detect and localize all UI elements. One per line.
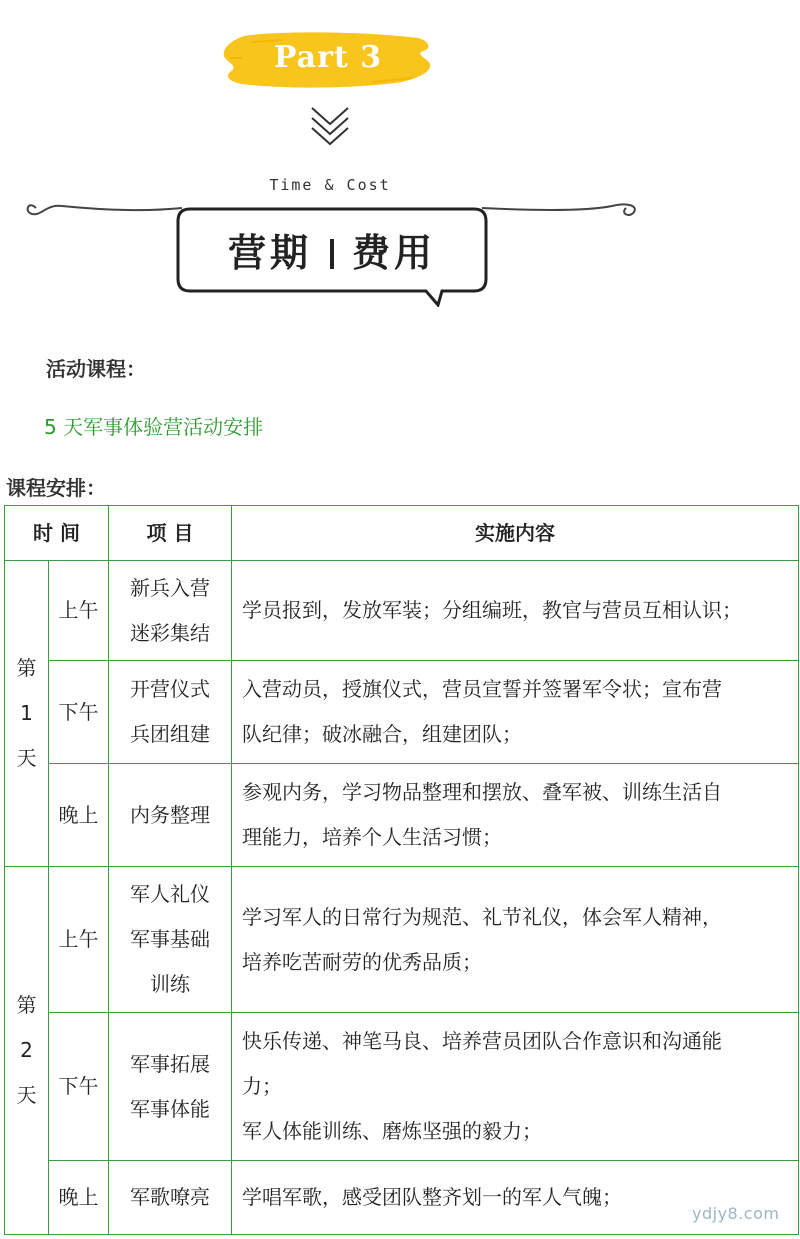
day-2-char: 天 bbox=[16, 1083, 37, 1107]
content-line: 力； bbox=[242, 1074, 282, 1098]
item-line: 兵团组建 bbox=[130, 722, 210, 746]
day-1-number: 1 bbox=[20, 701, 33, 725]
title-left: 营期 bbox=[227, 231, 312, 275]
content-cell bbox=[232, 1161, 799, 1235]
header-item: 项 目 bbox=[109, 506, 232, 561]
table-row bbox=[5, 1013, 799, 1161]
table-row bbox=[5, 1161, 799, 1235]
item-cell bbox=[109, 1161, 232, 1235]
period-cell: 晚上 bbox=[49, 1161, 109, 1235]
period-cell: 上午 bbox=[49, 867, 109, 1013]
item-cell bbox=[109, 867, 232, 1013]
item-line: 军歌嘹亮 bbox=[130, 1185, 210, 1209]
table-header-row bbox=[5, 506, 799, 561]
content-line: 快乐传递、神笔马良、培养营员团队合作意识和沟通能 bbox=[242, 1029, 722, 1053]
day-2-number: 2 bbox=[20, 1038, 33, 1062]
content-line: 学员报到，发放军装；分组编班，教官与营员互相认识； bbox=[242, 598, 742, 622]
content-cell bbox=[232, 561, 799, 661]
banner-subtitle: Time & Cost bbox=[269, 176, 391, 194]
content-cell bbox=[232, 661, 799, 764]
activity-heading: 活动课程： bbox=[46, 357, 146, 381]
header-content: 实施内容 bbox=[232, 506, 799, 561]
schedule-heading: 课程安排： bbox=[6, 476, 106, 500]
watermark: ydjy8.com bbox=[692, 1204, 780, 1223]
period-cell: 晚上 bbox=[49, 764, 109, 867]
content-line: 入营动员，授旗仪式，营员宣誓并签署军令状；宣布营 bbox=[242, 677, 722, 701]
period-cell: 下午 bbox=[49, 661, 109, 764]
double-chevron-down-icon bbox=[308, 100, 352, 148]
content-line: 理能力，培养个人生活习惯； bbox=[242, 825, 502, 849]
content-line: 学唱军歌，感受团队整齐划一的军人气魄； bbox=[242, 1185, 622, 1209]
period-cell: 下午 bbox=[49, 1013, 109, 1161]
content-cell bbox=[232, 764, 799, 867]
banner-title bbox=[176, 222, 488, 277]
period-cell: 上午 bbox=[49, 561, 109, 661]
content-cell bbox=[232, 1013, 799, 1161]
table-row bbox=[5, 867, 799, 1013]
item-cell bbox=[109, 661, 232, 764]
item-line: 军事拓展 bbox=[130, 1051, 210, 1076]
schedule-table bbox=[4, 505, 799, 1235]
day-1-char: 第 bbox=[16, 656, 37, 680]
item-line: 军人礼仪 bbox=[130, 882, 210, 906]
activity-subtitle: 5 天军事体验营活动安排 bbox=[44, 415, 264, 439]
title-separator bbox=[330, 239, 334, 269]
part-label: Part 3 bbox=[273, 40, 383, 75]
item-line: 新兵入营 bbox=[130, 575, 210, 600]
content-line: 参观内务，学习物品整理和摆放、叠军被、训练生活自 bbox=[242, 780, 722, 804]
content-line: 学习军人的日常行为规范、礼节礼仪，体会军人精神， bbox=[242, 904, 722, 929]
table-row bbox=[5, 764, 799, 867]
day-2-cell bbox=[5, 867, 49, 1235]
item-cell bbox=[109, 1013, 232, 1161]
item-line: 军事体能 bbox=[130, 1096, 210, 1121]
item-cell bbox=[109, 764, 232, 867]
day-2-char: 第 bbox=[16, 993, 37, 1017]
table-row bbox=[5, 661, 799, 764]
item-line: 开营仪式 bbox=[130, 677, 210, 701]
item-line: 训练 bbox=[150, 972, 190, 996]
header-time: 时 间 bbox=[5, 506, 109, 561]
item-line: 内务整理 bbox=[130, 802, 210, 827]
part-banner bbox=[0, 0, 800, 320]
content-line: 培养吃苦耐劳的优秀品质； bbox=[242, 949, 482, 974]
content-cell bbox=[232, 867, 799, 1013]
content-line: 军人体能训练、磨炼坚强的毅力； bbox=[242, 1119, 542, 1143]
item-line: 迷彩集结 bbox=[130, 620, 210, 645]
item-cell bbox=[109, 561, 232, 661]
content-line: 队纪律；破冰融合，组建团队； bbox=[242, 722, 522, 746]
table-row bbox=[5, 561, 799, 661]
day-1-char: 天 bbox=[16, 746, 37, 770]
item-line: 军事基础 bbox=[130, 927, 210, 951]
title-right: 费用 bbox=[352, 231, 437, 275]
day-1-cell bbox=[5, 561, 49, 867]
